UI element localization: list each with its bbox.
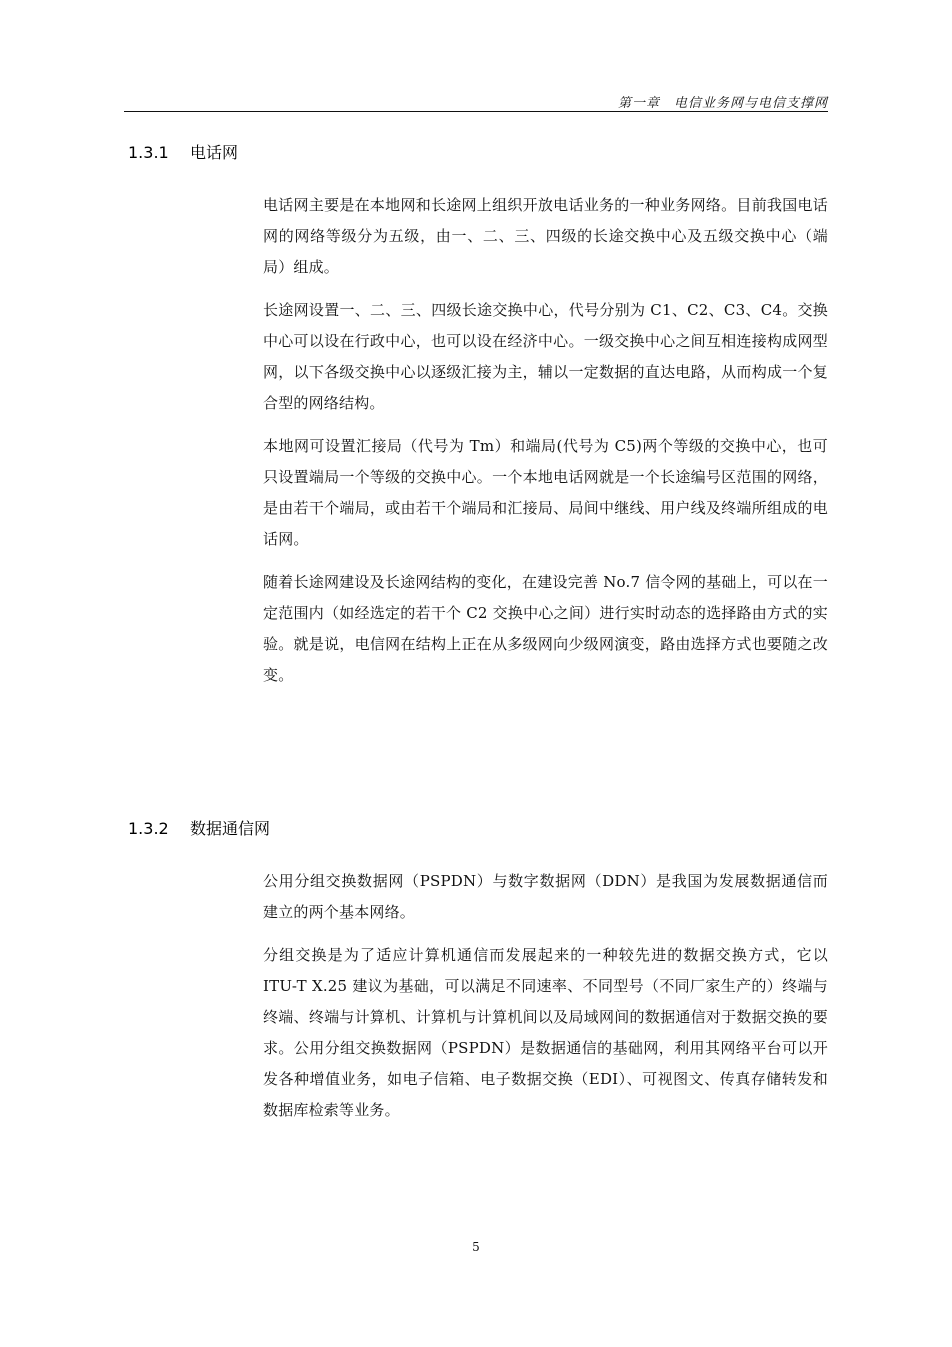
section-title: 数据通信网 [190, 819, 271, 838]
paragraph: 公用分组交换数据网（PSPDN）与数字数据网（DDN）是我国为发展数据通信而建立的两个基本网络。 [263, 872, 828, 921]
section-number: 1.3.2 [128, 819, 169, 838]
section-number: 1.3.1 [128, 143, 169, 162]
paragraph: 本地网可设置汇接局（代号为 Tm）和端局(代号为 C5)两个等级的交换中心，也可只设置端局一个等级的交换中心。一个本地电话网就是一个长途编号区范围的网络，是由若干个端局，或由若干个端局和汇接局、局间中继线、用户线及终端所组成的电话网。 [263, 437, 828, 548]
header-rule [124, 111, 828, 112]
section-heading-1-3-1 [128, 140, 238, 163]
paragraph: 分组交换是为了适应计算机通信而发展起来的一种较先进的数据交换方式，它以 ITU-T X.25 建议为基础，可以满足不同速率、不同型号（不同厂家生产的）终端与终端、终端与计算机、计算机与计算机间以及局域网间的数据通信对于数据交换的要求。公用分组交换数据网（PSPDN）是数据通信的基础网，利用其网络平台可以开发各种增值业务，如电子信箱、电子数据交换（EDI）、可视图文、传真存储转发和数据库检索等业务。 [263, 946, 828, 1119]
paragraph: 电话网主要是在本地网和长途网上组织开放电话业务的一种业务网络。目前我国电话网的网络等级分为五级，由一、二、三、四级的长途交换中心及五级交换中心（端局）组成。 [263, 196, 828, 276]
section-heading-1-3-2 [128, 816, 270, 839]
section-body-1-3-1 [263, 190, 828, 703]
section-title: 电话网 [190, 143, 239, 162]
section-body-1-3-2 [263, 866, 828, 1138]
paragraph: 长途网设置一、二、三、四级长途交换中心，代号分别为 C1、C2、C3、C4。交换中心可以设在行政中心，也可以设在经济中心。一级交换中心之间互相连接构成网型网，以下各级交换中心以逐级汇接为主，辅以一定数据的直达电路，从而构成一个复合型的网络结构。 [263, 301, 828, 412]
running-header: 第一章 电信业务网与电信支撑网 [617, 96, 828, 111]
page-number: 5 [472, 1240, 480, 1254]
paragraph: 随着长途网建设及长途网结构的变化，在建设完善 No.7 信令网的基础上，可以在一定范围内（如经选定的若干个 C2 交换中心之间）进行实时动态的选择路由方式的实验。就是说，电信网在结构上正在从多级网向少级网演变，路由选择方式也要随之改变。 [263, 573, 828, 684]
